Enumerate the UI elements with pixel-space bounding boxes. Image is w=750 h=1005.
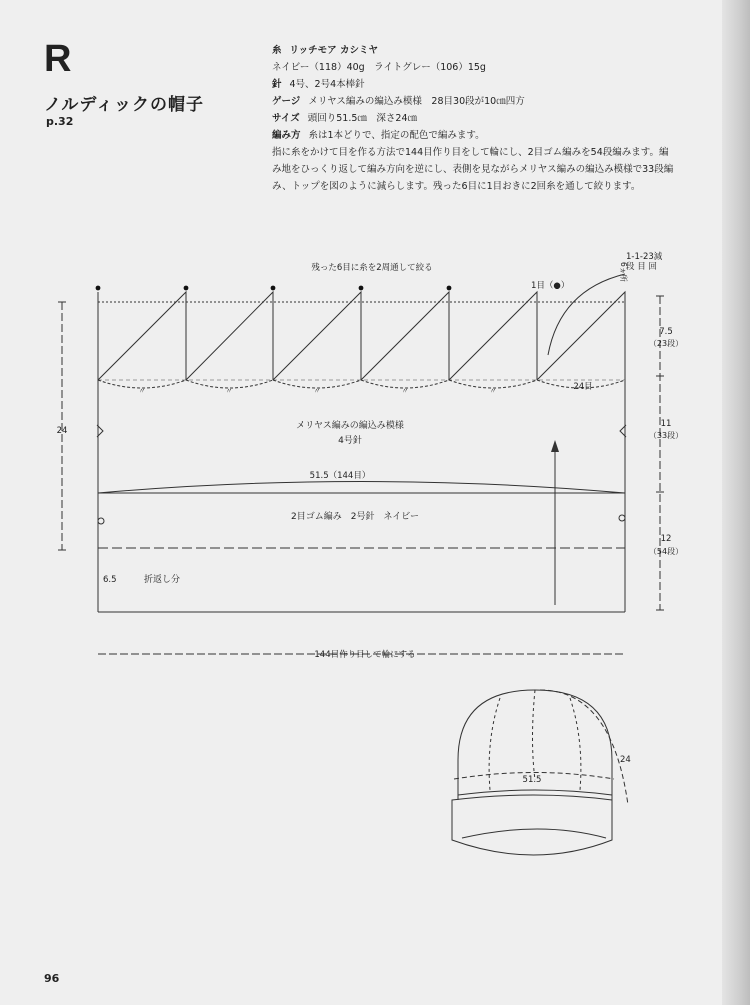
- crown-section: [98, 292, 186, 380]
- total-height-label: 24: [56, 426, 68, 436]
- stitch-dot: [96, 286, 101, 291]
- stitch-dot: [359, 286, 364, 291]
- stitch-dot: [184, 286, 189, 291]
- crown-section: [273, 292, 361, 380]
- top-note: 残った6目に糸を2周通して絞る: [311, 263, 433, 273]
- dim-top: 7.5: [659, 327, 673, 337]
- gauge-value: メリヤス編みの編込み模様 28目30段が10㎝四方: [308, 96, 525, 107]
- pattern-title: ノルディックの帽子: [44, 95, 204, 115]
- method-line: 指に糸をかけて目を作る方法で144目作り目をして輪にし、2目ゴム編みを54段編みます。編: [272, 147, 669, 158]
- section-width-label: 24目: [573, 382, 593, 392]
- needle-label: 針: [272, 79, 282, 90]
- hat-height-line: [540, 690, 628, 805]
- stitch-dots: [96, 286, 452, 291]
- hat-height: 24: [620, 755, 631, 765]
- method-line: み地をひっくり返して編み方向を逆にし、表側を見ながらメリヤス編みの編込み模様で33段編: [272, 164, 674, 175]
- dim-bottom: 12: [660, 534, 672, 544]
- pattern-needle: 4号針: [338, 436, 362, 446]
- gauge-label: ゲージ: [272, 96, 301, 107]
- hat-illustration: [452, 690, 628, 855]
- crown-section: [449, 292, 537, 380]
- dim-top-rows: （23段）: [648, 339, 684, 348]
- size-value: 頭回り51.5㎝ 深さ24㎝: [307, 113, 417, 124]
- cast-on-label: 144目作り目して輪にする: [314, 650, 416, 660]
- hat-brim-inner: [462, 829, 606, 838]
- decrease-note-line1: 1-1-23減: [626, 252, 663, 262]
- ditto-mark: 〃: [313, 387, 321, 395]
- crown-section: [186, 292, 273, 380]
- page-number: 96: [44, 972, 60, 985]
- pattern-label: メリヤス編みの編込み模様: [296, 421, 404, 431]
- fold-label: 折返し分: [144, 575, 181, 585]
- decrease-note-line2: 段 目 回: [626, 262, 657, 272]
- hat-brim: [452, 795, 612, 855]
- method-line: 糸は1本どりで、指定の配色で編みます。: [308, 130, 485, 141]
- crown-section: [537, 292, 625, 380]
- pattern-letter: R: [44, 38, 72, 80]
- needle-value: 4号、2号4本棒針: [289, 79, 365, 90]
- width-label: 51.5（144目）: [309, 471, 371, 481]
- side-marker: [619, 515, 625, 521]
- decrease-note-side: 6ヵ所: [619, 262, 628, 282]
- side-marker: [98, 518, 104, 524]
- page-reference: p.32: [46, 115, 74, 128]
- rib-label: 2目ゴム編み 2号針 ネイビー: [291, 512, 419, 522]
- hat-brim-top: [458, 790, 612, 795]
- size-label: サイズ: [272, 113, 300, 124]
- crown-sections: [98, 292, 625, 380]
- yarn-name: リッチモア カシミヤ: [289, 45, 378, 56]
- width-arc: [98, 482, 625, 494]
- ditto-mark: 〃: [401, 387, 409, 395]
- stitch-dot: [271, 286, 276, 291]
- fold-height: 6.5: [103, 575, 117, 585]
- arrowhead: [551, 440, 559, 452]
- ditto-mark: 〃: [138, 387, 146, 395]
- stitch-marker-label: 1目（●）: [531, 281, 570, 291]
- dim-mid-rows: （33段）: [648, 431, 684, 440]
- yarn-label: 糸: [272, 45, 282, 56]
- stitch-dot: [447, 286, 452, 291]
- yarn-colors: ネイビー（118）40g ライトグレー（106）15g: [272, 62, 486, 73]
- hat-circumference: 51.5: [522, 775, 542, 785]
- crown-section: [361, 292, 449, 380]
- method-line: み、トップを図のように減らします。残った6目に1目おきに2回糸を通して絞ります。: [272, 181, 641, 192]
- dim-mid: 11: [660, 419, 672, 429]
- dim-bottom-rows: （54段）: [648, 547, 684, 556]
- ditto-mark: 〃: [225, 387, 233, 395]
- method-label: 編み方: [272, 130, 301, 141]
- ditto-mark: 〃: [489, 387, 497, 395]
